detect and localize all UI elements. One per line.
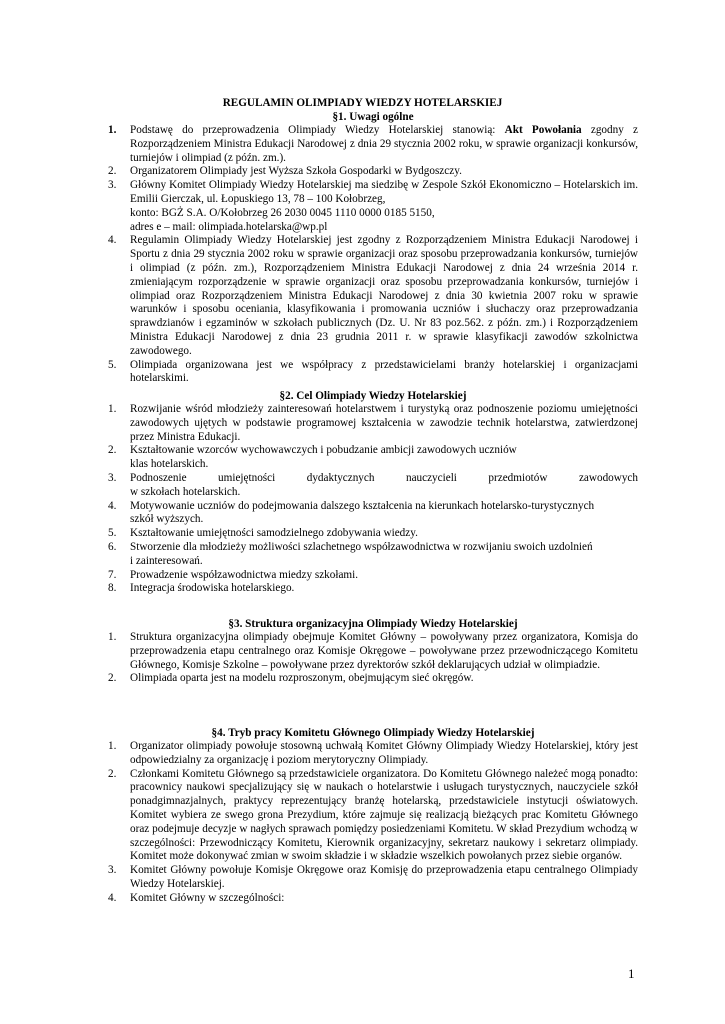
list-number: 2.: [108, 672, 117, 685]
list-item: [108, 631, 638, 672]
email-address: adres e – mail: olimpiada.hotelarska@wp.pl: [130, 220, 328, 233]
section-1-title: §1. Uwagi ogólne: [332, 111, 414, 123]
section-1: [108, 110, 638, 386]
item-text: Komitet Główny powołuje Komisje Okręgowe oraz Komisję do przeprowadzenia etapu centralnego Olimpiady Wiedzy Hotelarskiej.: [130, 864, 638, 890]
item-text: Kształtowanie umiejętności samodzielnego zdobywania wiedzy.: [130, 527, 418, 540]
section-2-title: §2. Cel Olimpiady Wiedzy Hotelarskiej: [279, 390, 467, 402]
item-text: Podstawę do przeprowadzenia Olimpiady Wiedzy Hotelarskiej stanowią:: [130, 124, 505, 136]
list-item: [108, 864, 638, 892]
list-item: [108, 444, 638, 472]
item-text: Komitet Główny w szczególności:: [130, 891, 285, 904]
list-item: [108, 472, 638, 500]
list-number: 1.: [108, 740, 117, 752]
section-4: [108, 726, 638, 906]
list-number: 1.: [108, 631, 117, 643]
list-item: [108, 359, 638, 387]
list-item: [108, 740, 638, 768]
section-3-list: [108, 631, 638, 686]
item-text: Rozwijanie wśród młodzieży zainteresowań hotelarstwem i turystyką oraz podnoszenie poziomu umiejętności zawodowych ujętych w podstawie programowej kształcenia w zawodzie technik hotelarstwa, zatwierdzonej przez Ministra Edukacji.: [130, 403, 638, 443]
list-item: [108, 527, 638, 541]
section-3: [108, 617, 638, 686]
list-number: 2.: [108, 767, 117, 780]
item-text: w szkołach hotelarskich.: [130, 485, 241, 498]
item-text: Stworzenie dla młodzieży możliwości szlachetnego współzawodnictwa w rozwijaniu swoich uzdolnień: [130, 540, 593, 553]
list-number: 4.: [108, 891, 117, 904]
list-item: [108, 569, 638, 583]
list-number: 3.: [108, 471, 117, 484]
item-text: Olimpiada organizowana jest we współpracy z przedstawicielami branży hotelarskiej i organizacjami hotelarskimi.: [130, 358, 638, 385]
list-item: [108, 541, 638, 569]
list-number: 5.: [108, 527, 117, 540]
section-3-title: §3. Struktura organizacyjna Olimpiady Wiedzy Hotelarskiej: [228, 618, 518, 630]
section-2-list: [108, 403, 638, 596]
document-title: REGULAMIN OLIMPIADY WIEDZY HOTELARSKIEJ: [222, 97, 503, 109]
list-item: [108, 768, 638, 865]
item-text: zgodny z Rozporządzeniem Ministra Edukacji Narodowej z dnia 29 stycznia 2002 roku, w sprawie organizacji konkursów, turniejów i olimpiad (z późn. zm.).: [130, 124, 639, 164]
list-item: [108, 582, 638, 596]
item-text: Olimpiada oparta jest na modelu rozproszonym, obejmującym sieć okręgów.: [130, 672, 474, 685]
item-text: Regulamin Olimpiady Wiedzy Hotelarskiej jest zgodny z Rozporządzeniem Ministra Edukacji Narodowej i Sportu z dnia 29 stycznia 2002 roku w sprawie organizacji oraz sposobu przeprowadzania konkursów, turniejów i olimpiad (z późn. zm.), Rozporządzeniem Ministra Edukacji Narodowej z dnia 24 września 2014 r. zmieniającym rozporządzenie w sprawie organizacji oraz sposobu przeprowadzania konkursów, turniejów i olimpiad oraz Rozporządzeniem Ministra Edukacji Narodowej z dnia 30 kwietnia 2007 roku w sprawie warunków i sposobu oceniania, klasyfikowania i promowania uczniów i słuchaczy oraz przeprowadzania sprawdzianów i egzaminów w szkołach publicznych (Dz. U. Nr 83 poz.562. z późn. zm.) i Rozporządzeniem Ministra Edukacji Narodowej z dnia 23 grudnia 2011 r. w sprawie klasyfikacji zawodów szkolnictwa zawodowego.: [130, 234, 638, 357]
list-number: 8.: [108, 582, 117, 595]
item-text: Podnoszenie umiejętności dydaktycznych nauczycieli przedmiotów zawodowych: [130, 471, 638, 484]
item-text: klas hotelarskich.: [130, 458, 209, 471]
list-number: 4.: [108, 234, 117, 247]
section-1-list: [108, 124, 638, 386]
item-text: Organizator olimpiady powołuje stosowną uchwałą Komitet Główny Olimpiady Wiedzy Hotelarskiej, który jest odpowiedzialny za organizację i poziom merytoryczny Olimpiady.: [130, 740, 638, 766]
list-number: 4.: [108, 499, 117, 512]
item-text: Struktura organizacyjna olimpiady obejmuje Komitet Główny – powoływany przez organizatora, Komisja do przeprowadzenia etapu centralnego oraz Komisje Okręgowe – powoływane przez przewodniczącego Komitetu Głównego, Komisje Szkolne – powoływane przez dyrektorów szkół deklarujących udział w olimpiadzie.: [130, 631, 638, 671]
section-2: [108, 389, 638, 596]
item-text: Integracja środowiska hotelarskiego.: [130, 582, 295, 595]
item-text: Kształtowanie wzorców wychowawczych i pobudzanie ambicji zawodowych uczniów: [130, 444, 517, 457]
item-bold-text: Akt Powołania: [504, 124, 582, 136]
item-text: Organizatorem Olimpiady jest Wyższa Szkoła Gospodarki w Bydgoszczy.: [130, 165, 462, 178]
list-item: [108, 500, 638, 528]
item-text: i zainteresowań.: [130, 554, 203, 567]
section-4-title: §4. Tryb pracy Komitetu Głównego Olimpiady Wiedzy Hotelarskiej: [211, 727, 535, 739]
page-number: 1: [628, 966, 635, 981]
list-item: [108, 234, 638, 358]
list-item: [108, 672, 638, 686]
list-number: 1.: [108, 403, 117, 415]
list-number: 3.: [108, 179, 117, 192]
bank-account: konto: BGŻ S.A. O/Kołobrzeg 26 2030 0045 1110 0000 0185 5150,: [130, 206, 435, 219]
item-text: Motywowanie uczniów do podejmowania dalszego kształcenia na kierunkach hotelarsko-turystycznych: [130, 499, 595, 512]
list-number: 5.: [108, 358, 117, 371]
item-text: Członkami Komitetu Głównego są przedstawiciele organizatora. Do Komitetu Głównego należeć mogą ponadto: pracownicy naukowi specjalizujący się w naukach o hotelarstwie i usługach turystycznych, nauczyciele szkół ponadgimnazjalnych, praktycy reprezentujący branżę hotelarską, przedstawiciele instytucji oświatowych. Komitet wybiera ze swego grona Prezydium, które zajmuje się realizacją bieżących prac Komitetu Głównego oraz podejmuje decyzje w nagłych sprawach pomiędzy posiedzeniami Komitetu. W skład Prezydium wchodzą w szczególności: Przewodniczący Komitetu, Kierownik organizacyjny, sekretarz naukowy i sekretarz olimpiady. Komitet może dokonywać zmian w swoim składzie i w składzie wszelkich powołanych przez siebie organów.: [130, 767, 638, 863]
section-4-list: [108, 740, 638, 906]
list-item: [108, 892, 638, 906]
list-item: [108, 124, 638, 165]
item-text: Główny Komitet Olimpiady Wiedzy Hotelarskiej ma siedzibę w Zespole Szkół Ekonomiczno – Hotelarskich im. Emilii Gierczak, ul. Łopuskiego 13, 78 – 100 Kołobrzeg,: [130, 179, 638, 205]
list-number: 3.: [108, 864, 117, 877]
list-item: [108, 179, 638, 234]
item-text: Prowadzenie współzawodnictwa miedzy szkołami.: [130, 568, 359, 581]
list-number: 7.: [108, 568, 117, 581]
item-text: szkół wyższych.: [130, 513, 204, 526]
list-number: 2.: [108, 444, 117, 457]
list-number: 6.: [108, 540, 117, 553]
list-item: [108, 165, 638, 179]
list-number: 2.: [108, 165, 117, 178]
list-number: 1.: [108, 124, 117, 136]
list-item: [108, 403, 638, 444]
